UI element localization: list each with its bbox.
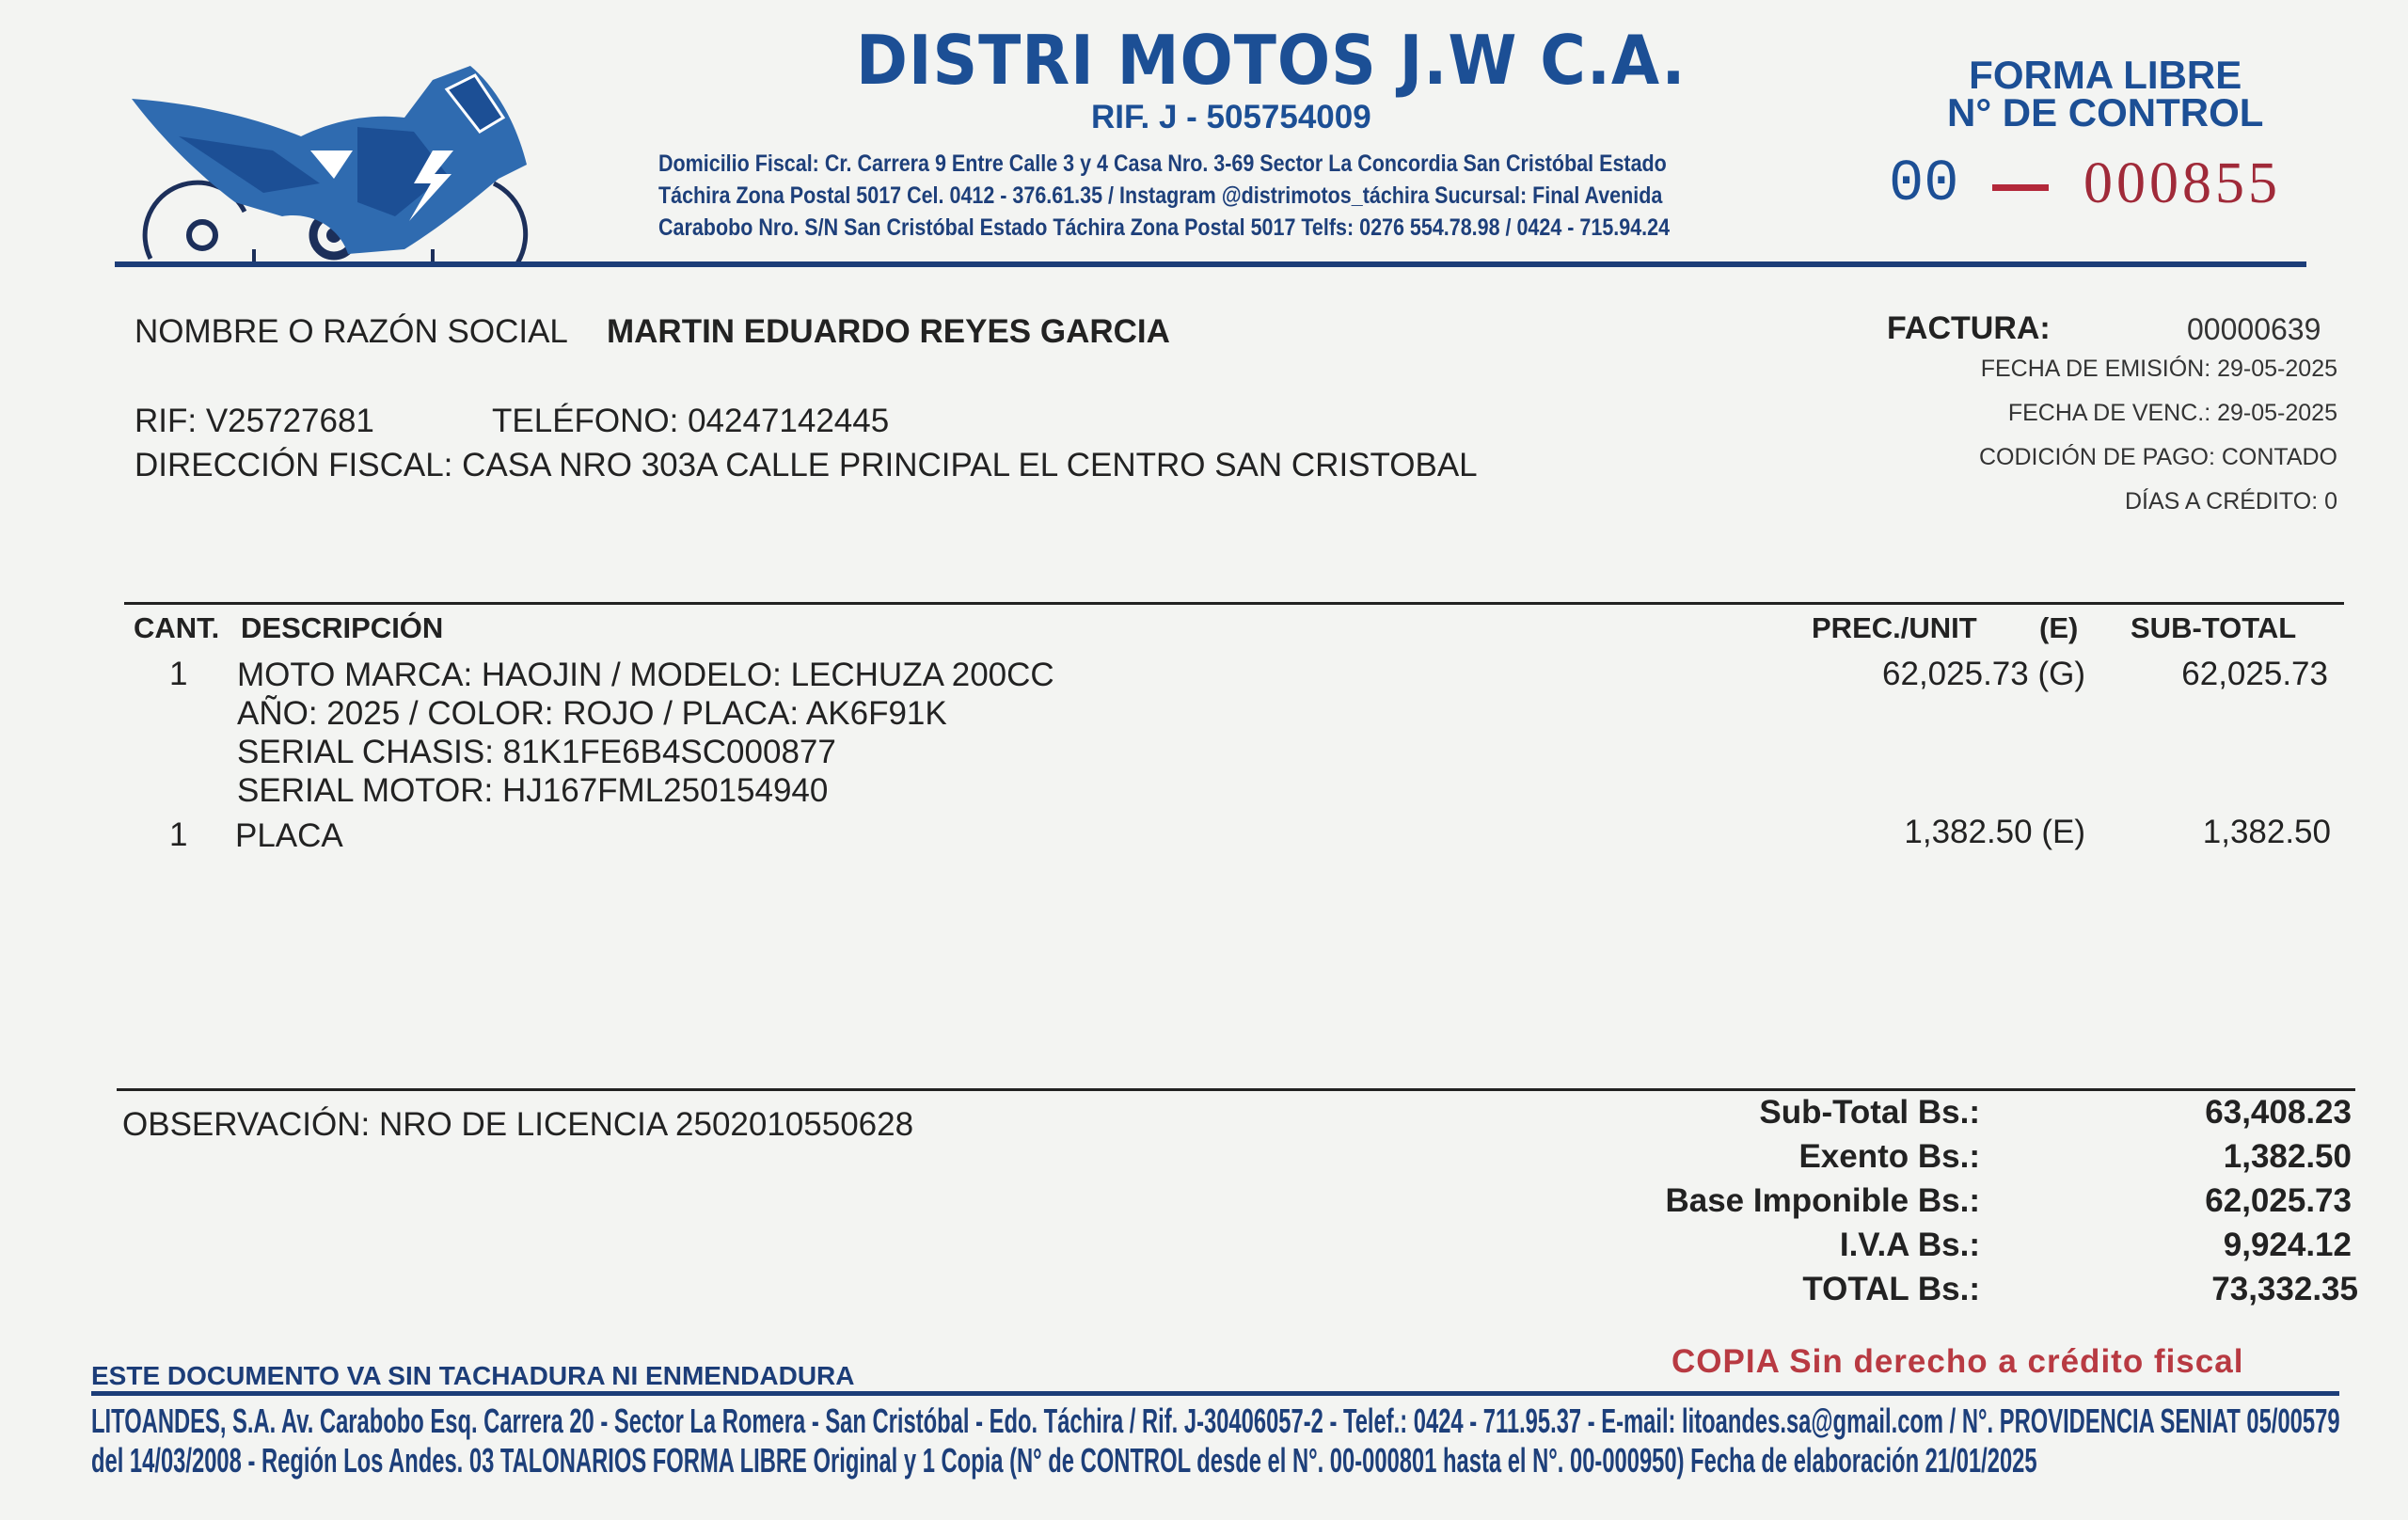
header-divider <box>115 261 2306 267</box>
control-dash <box>1992 184 2049 191</box>
table-row-unit-price: 1,382.50 (E) <box>1904 814 2085 850</box>
table-row-qty: 1 <box>169 656 188 692</box>
control-number-label: N° DE CONTROL <box>1947 90 2264 135</box>
credit-days: DÍAS A CRÉDITO: 0 <box>2124 488 2337 515</box>
iva-value: 9,924.12 <box>2223 1227 2352 1263</box>
description-line: AÑO: 2025 / COLOR: ROJO / PLACA: AK6F91K <box>237 695 947 732</box>
client-rif: RIF: V25727681 <box>135 403 374 439</box>
iva-label: I.V.A Bs.: <box>1839 1227 1980 1263</box>
header-description: DESCRIPCIÓN <box>241 611 444 644</box>
control-prefix: 00 <box>1889 150 1959 217</box>
description-line: PLACA <box>235 817 343 854</box>
printer-line: LITOANDES, S.A. Av. Carabobo Esq. Carrera 20 - Sector La Romera - San Cristóbal - Edo. Táchira / Rif. J-30406057-2 - Telef.: 0424 - 711.95.37 - E-mail: litoandes.sa@gmail.com / N°. PROVIDENCIA SENIAT 05/00579 <box>91 1401 2340 1440</box>
address-line: Táchira Zona Postal 5017 Cel. 0412 - 376.61.35 / Instagram @distrimotos_táchira Sucursal: Final Avenida <box>658 182 1663 209</box>
form-type-label: FORMA LIBRE <box>1969 53 2242 97</box>
payment-condition: CODICIÓN DE PAGO: CONTADO <box>1978 444 2337 470</box>
subtotal-value: 63,408.23 <box>2205 1094 2352 1131</box>
printer-line: del 14/03/2008 - Región Los Andes. 03 TALONARIOS FORMA LIBRE Original y 1 Copia (N° de CONTROL desde el N°. 00-000801 hasta el N°. 00-000950) Fecha de elaboración 21/01/2025 <box>91 1441 2037 1480</box>
header-qty: CANT. <box>134 611 220 644</box>
invoice-label: FACTURA: <box>1887 310 2051 346</box>
header-unit-price: PREC./UNIT <box>1812 611 1977 644</box>
subtotal-label: Sub-Total Bs.: <box>1759 1094 1980 1131</box>
address-line: Domicilio Fiscal: Cr. Carrera 9 Entre Calle 3 y 4 Casa Nro. 3-69 Sector La Concordia San Cristóbal Estado <box>658 150 1667 177</box>
table-row-subtotal: 1,382.50 <box>2202 814 2331 850</box>
taxable-base-value: 62,025.73 <box>2205 1182 2352 1219</box>
client-name: MARTIN EDUARDO REYES GARCIA <box>607 313 1170 350</box>
header-tax: (E) <box>2039 611 2079 644</box>
description-line: MOTO MARCA: HAOJIN / MODELO: LECHUZA 200CC <box>237 657 1054 693</box>
company-fiscal-address <box>658 148 1670 244</box>
client-address: DIRECCIÓN FISCAL: CASA NRO 303A CALLE PRINCIPAL EL CENTRO SAN CRISTOBAL <box>135 447 1478 483</box>
total-label: TOTAL Bs.: <box>1802 1271 1980 1307</box>
address-line: Carabobo Nro. S/N San Cristóbal Estado Táchira Zona Postal 5017 Telfs: 0276 554.78.98 / 0424 - 715.94.24 <box>658 214 1671 241</box>
motorcycle-logo-icon <box>122 61 564 263</box>
description-line: SERIAL CHASIS: 81K1FE6B4SC000877 <box>237 734 836 770</box>
company-name: DISTRI MOTOS J.W C.A. <box>856 21 1687 100</box>
description-line: SERIAL MOTOR: HJ167FML250154940 <box>237 772 829 809</box>
printer-info <box>91 1401 2340 1480</box>
observation: OBSERVACIÓN: NRO DE LICENCIA 2502010550628 <box>122 1106 914 1143</box>
invoice-number: 00000639 <box>2187 312 2321 346</box>
control-number: 000855 <box>2083 151 2281 215</box>
exempt-label: Exento Bs.: <box>1798 1138 1980 1175</box>
footer-divider <box>91 1391 2339 1396</box>
copy-stamp: COPIA Sin derecho a crédito fiscal <box>1671 1343 2244 1380</box>
table-row-description <box>237 656 1054 810</box>
total-value: 73,332.35 <box>2211 1271 2358 1307</box>
form-type-box <box>1947 53 2264 135</box>
table-row-subtotal: 62,025.73 <box>2181 656 2328 692</box>
table-row-description <box>235 816 343 855</box>
totals-top-rule <box>117 1088 2355 1091</box>
header-subtotal: SUB-TOTAL <box>2131 611 2297 644</box>
table-top-rule <box>124 602 2344 605</box>
emission-date: FECHA DE EMISIÓN: 29-05-2025 <box>1980 356 2337 382</box>
exempt-value: 1,382.50 <box>2223 1138 2352 1175</box>
table-row-qty: 1 <box>169 816 188 853</box>
due-date: FECHA DE VENC.: 29-05-2025 <box>2007 400 2337 426</box>
company-rif: RIF. J - 505754009 <box>1091 99 1371 135</box>
client-phone: TELÉFONO: 04247142445 <box>492 403 890 439</box>
document-notice: ESTE DOCUMENTO VA SIN TACHADURA NI ENMENDADURA <box>91 1361 855 1390</box>
taxable-base-label: Base Imponible Bs.: <box>1665 1182 1980 1219</box>
table-row-unit-price: 62,025.73 (G) <box>1882 656 2085 692</box>
client-name-label: NOMBRE O RAZÓN SOCIAL <box>135 313 568 350</box>
